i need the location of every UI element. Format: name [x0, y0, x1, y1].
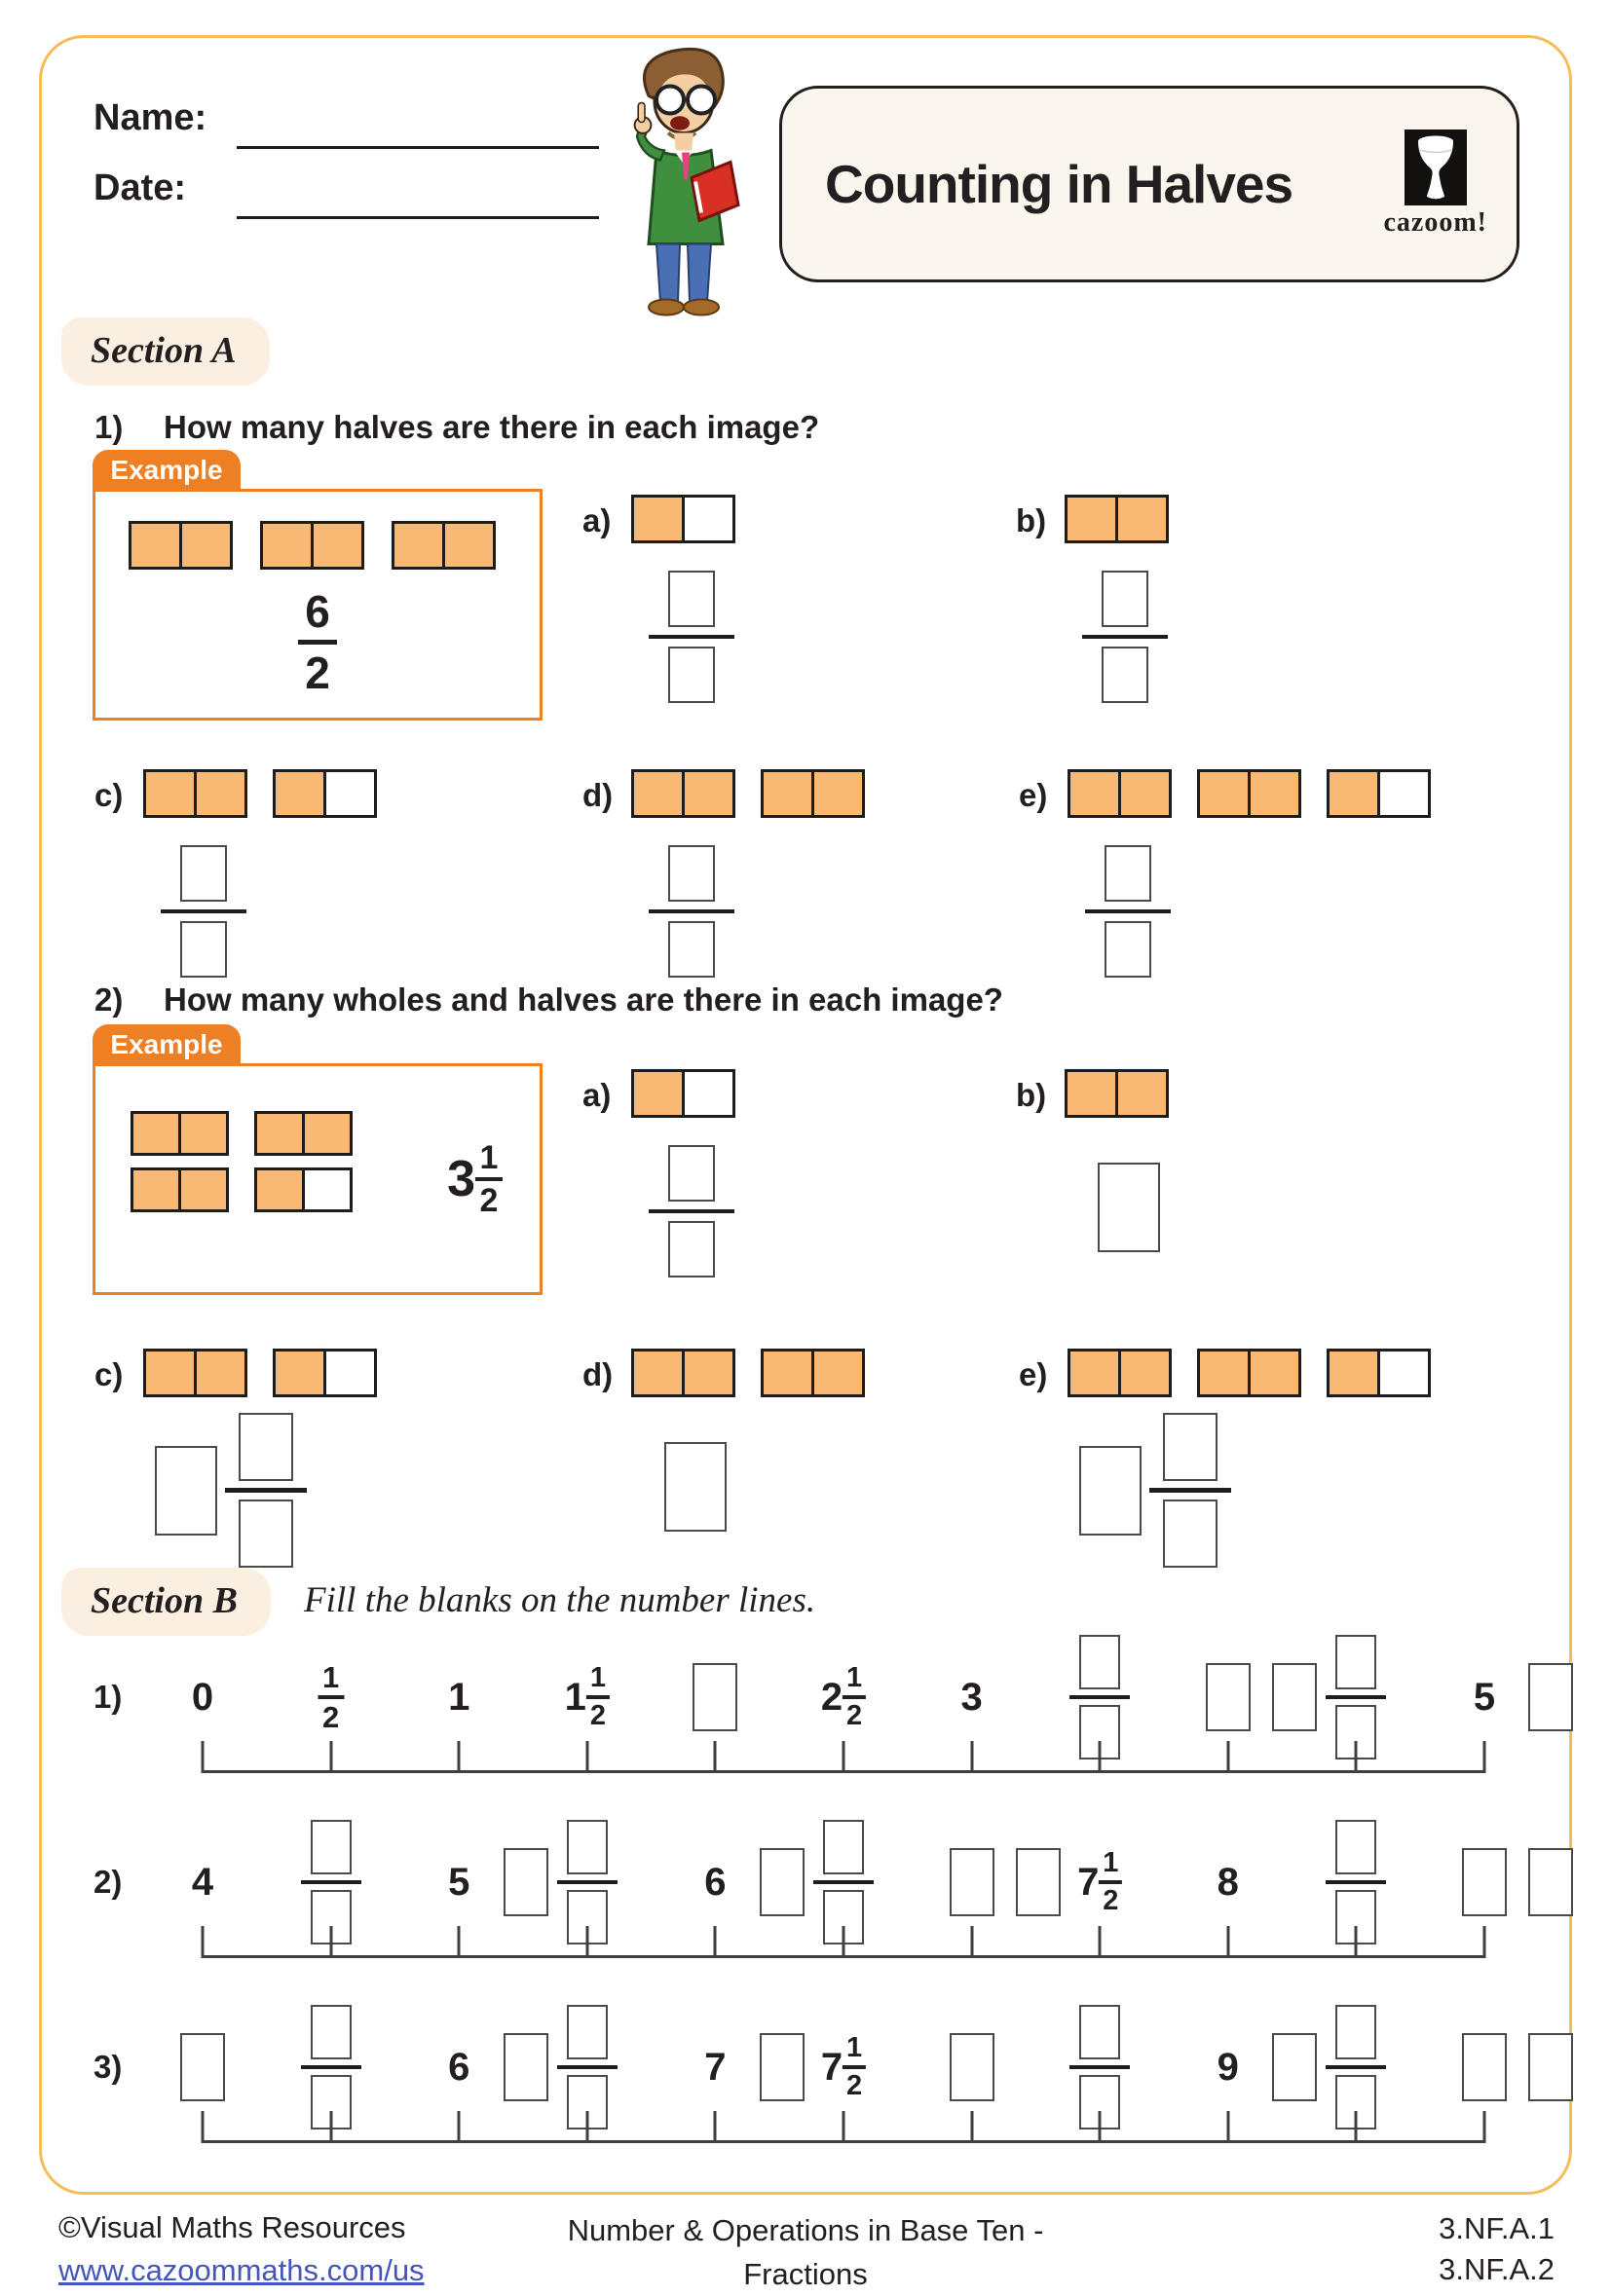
numberline-tick: [329, 2111, 332, 2143]
copyright-text: ©Visual Maths Resources: [58, 2210, 406, 2244]
numberline-mixed-number: [821, 2034, 866, 2100]
numberline-tick: [1483, 2111, 1486, 2143]
q2-example-tab: Example: [93, 1024, 241, 1065]
whole-answer-box[interactable]: [1528, 2033, 1573, 2101]
number-line: [94, 1624, 1496, 1773]
question-item: [94, 769, 377, 978]
bar-half-cell: [302, 1167, 353, 1212]
numberline-tick: [843, 1926, 845, 1958]
question-item: [582, 769, 865, 978]
answer-fraction-blank: [1085, 845, 1171, 978]
fraction-line: [1326, 1880, 1386, 1884]
item-bars: [631, 769, 865, 818]
question-item: [582, 1069, 735, 1278]
bar-half-cell: [260, 521, 314, 570]
numerator-answer-box[interactable]: [180, 845, 227, 902]
bar-half-cell: [273, 769, 326, 818]
fraction-denominator: 2: [589, 1700, 606, 1731]
fraction-line: [557, 2065, 618, 2069]
item-label: c): [94, 777, 124, 813]
answer-fraction-blank: [649, 1145, 734, 1278]
bar-half-cell: [682, 495, 735, 543]
bar-half-cell: [194, 1349, 247, 1397]
whole-answer-box[interactable]: [504, 1848, 548, 1916]
numerator-answer-box[interactable]: [567, 1820, 608, 1874]
fraction-line: [1082, 635, 1168, 639]
numerator-answer-box[interactable]: [239, 1413, 293, 1481]
date-input-line[interactable]: [237, 216, 599, 219]
bar-half-cell: [1248, 769, 1301, 818]
whole-answer-box[interactable]: [1528, 1848, 1573, 1916]
mixed-whole: 7: [820, 2045, 843, 2089]
numberline-value: 5: [1473, 1675, 1496, 1719]
whole-answer-box[interactable]: [504, 2033, 548, 2101]
numberline-value: 1: [448, 1675, 470, 1719]
whole-answer-box[interactable]: [155, 1446, 217, 1536]
question-item: [1019, 1349, 1431, 1568]
fraction-numerator: 1: [1103, 1847, 1119, 1878]
numberline-rule: [203, 1770, 1484, 1773]
website-link[interactable]: www.cazoommaths.com/us: [58, 2253, 425, 2287]
numerator-answer-box[interactable]: [668, 1145, 715, 1202]
numberline-tick: [1355, 1926, 1358, 1958]
item-bars: [1068, 1349, 1431, 1397]
item-bars: [1068, 769, 1431, 818]
numberline-tick: [1099, 1926, 1102, 1958]
bar-half-cell: [129, 521, 182, 570]
fraction-bar: [254, 1111, 353, 1156]
section-a-label: Section A: [61, 317, 270, 386]
whole-answer-box[interactable]: [760, 2033, 805, 2101]
numberline-tick: [714, 1926, 717, 1958]
fraction-line: [649, 909, 734, 913]
numerator-answer-box[interactable]: [1102, 571, 1148, 627]
whole-answer-box[interactable]: [1098, 1163, 1160, 1252]
bar-half-cell: [254, 1167, 305, 1212]
blank-answer-box[interactable]: [693, 1663, 737, 1731]
numerator-answer-box[interactable]: [668, 571, 715, 627]
bar-half-cell: [631, 495, 685, 543]
denominator-answer-box[interactable]: [239, 1500, 293, 1568]
section-b-label: Section B: [61, 1568, 271, 1636]
numberline-tick: [1483, 1741, 1486, 1773]
item-label: d): [582, 1356, 614, 1392]
fraction-line: [1069, 1695, 1130, 1699]
bar-half-cell: [761, 1349, 814, 1397]
numberline-number: 2): [94, 1864, 123, 1900]
numberline-tick: [1099, 1741, 1102, 1773]
fraction-line: [843, 2065, 866, 2069]
bar-half-cell: [273, 1349, 326, 1397]
numberline-tick: [970, 2111, 973, 2143]
denominator-answer-box[interactable]: [668, 921, 715, 978]
blank-answer-box[interactable]: [1462, 2033, 1507, 2101]
page-title: Counting in Halves: [825, 154, 1293, 214]
bar-half-cell: [811, 1349, 865, 1397]
denominator-answer-box[interactable]: [1105, 921, 1151, 978]
mixed-whole: 1: [564, 1675, 586, 1719]
fraction-bar: [1197, 1349, 1301, 1397]
fraction-line: [649, 1209, 734, 1213]
teacher-cartoon: [582, 41, 777, 318]
blank-answer-box[interactable]: [1462, 1848, 1507, 1916]
bar-half-cell: [1248, 1349, 1301, 1397]
section-b-instruction: Fill the blanks on the number lines.: [304, 1580, 816, 1620]
q2-example-box: [93, 1063, 543, 1295]
numberline-tick: [329, 1926, 332, 1958]
blank-answer-box[interactable]: [950, 2033, 994, 2101]
question-item: [582, 495, 735, 703]
numberline-tick: [202, 2111, 205, 2143]
numberline-tick: [585, 1741, 588, 1773]
fraction-line: [475, 1177, 503, 1181]
fraction-bar: [273, 769, 377, 818]
answer-fraction-blank: [649, 571, 734, 703]
blank-answer-box[interactable]: [1206, 1663, 1251, 1731]
whole-answer-box[interactable]: [1079, 1446, 1142, 1536]
numberline-tick: [714, 1741, 717, 1773]
fraction-bar: [143, 1349, 247, 1397]
question-item: [582, 1349, 865, 1532]
answer-fraction-blank: [1082, 571, 1168, 703]
mixed-fraction: [1099, 1849, 1122, 1915]
numberline-value: 3: [960, 1675, 983, 1719]
fraction-line: [1149, 1488, 1231, 1493]
numberline-tick: [714, 2111, 717, 2143]
fraction-bar: [631, 769, 735, 818]
whole-answer-box[interactable]: [1272, 2033, 1317, 2101]
fraction-line: [1326, 1695, 1386, 1699]
numberline-tick: [1226, 1741, 1229, 1773]
number-line: [94, 1994, 1484, 2143]
bar-half-cell: [1068, 1349, 1121, 1397]
fraction-line: [318, 1695, 344, 1699]
bar-half-cell: [1118, 769, 1172, 818]
bar-half-cell: [179, 521, 233, 570]
denominator-answer-box[interactable]: [1163, 1500, 1218, 1568]
item-bars: [1065, 495, 1169, 543]
answer-fraction-blank: [161, 845, 246, 978]
fraction-bar: [1065, 1069, 1169, 1118]
fraction-denominator: 2: [1103, 1885, 1119, 1916]
item-bars: [631, 495, 735, 543]
q1-example-bars: [129, 521, 540, 570]
whole-answer-box[interactable]: [1016, 1848, 1061, 1916]
bar-half-cell: [682, 1349, 735, 1397]
fraction-bar: [131, 1167, 229, 1212]
mixed-whole: 2: [820, 1675, 843, 1719]
numberline-tick: [329, 1741, 332, 1773]
fraction-bar: [761, 1349, 865, 1397]
numberline-tick: [458, 1926, 461, 1958]
fraction-line: [1099, 1880, 1122, 1884]
numberline-mixed-number: [821, 1664, 866, 1730]
bar-half-cell: [1377, 1349, 1431, 1397]
q1-example-answer-fraction: [95, 586, 540, 698]
numberline-value: 7: [704, 2045, 727, 2089]
numberline-tick: [458, 2111, 461, 2143]
fraction-denominator: 2: [846, 2070, 863, 2101]
fraction-numerator: 1: [321, 1660, 340, 1694]
numerator-answer-box[interactable]: [1079, 2005, 1120, 2059]
example-numerator: 6: [305, 586, 330, 637]
fraction-bar: [392, 521, 496, 570]
item-label: a): [582, 502, 612, 538]
question-item: [94, 1349, 377, 1568]
q2-example-answer-mixed-number: [447, 1141, 503, 1217]
item-label: e): [1019, 1356, 1048, 1392]
fraction-line: [843, 1695, 866, 1699]
blank-answer-box[interactable]: [950, 1848, 994, 1916]
whole-answer-box[interactable]: [760, 1848, 805, 1916]
bar-half-cell: [1065, 495, 1118, 543]
mixed-fraction: [843, 1664, 866, 1730]
fraction-line: [1085, 909, 1171, 913]
fraction-bar: [1068, 1349, 1172, 1397]
title-box: [779, 86, 1519, 282]
numerator-answer-box[interactable]: [567, 2005, 608, 2059]
numerator-answer-box[interactable]: [1335, 1820, 1376, 1874]
bar-half-cell: [178, 1111, 229, 1156]
bar-half-cell: [323, 769, 377, 818]
bar-half-cell: [631, 1069, 685, 1118]
bar-half-cell: [254, 1111, 305, 1156]
fraction-numerator: 1: [846, 2032, 863, 2063]
bar-half-cell: [761, 769, 814, 818]
numerator-answer-box[interactable]: [1079, 1635, 1120, 1689]
bar-half-cell: [131, 1167, 181, 1212]
bar-half-cell: [1327, 1349, 1380, 1397]
logo-wordmark: cazoom!: [1383, 207, 1487, 238]
item-label: b): [1016, 502, 1047, 538]
answer-mixed-blank: [1079, 1413, 1231, 1568]
bar-half-cell: [392, 521, 445, 570]
numberline-tick: [970, 1741, 973, 1773]
numerator-answer-box[interactable]: [1335, 1635, 1376, 1689]
fraction-denominator: 2: [321, 1700, 340, 1734]
question-item: [1016, 1069, 1169, 1252]
q1-text: How many halves are there in each image?: [164, 409, 820, 445]
fraction-numerator: 1: [846, 1662, 863, 1693]
bar-half-cell: [302, 1111, 353, 1156]
number-line: [94, 1809, 1484, 1958]
item-label: b): [1016, 1077, 1047, 1113]
fraction-bar: [1327, 769, 1431, 818]
numerator-answer-box[interactable]: [1335, 2005, 1376, 2059]
item-bars: [143, 769, 377, 818]
numberline-tick: [585, 1926, 588, 1958]
bar-half-cell: [682, 1069, 735, 1118]
fraction-bar: [129, 521, 233, 570]
numberline-value: 6: [704, 1860, 727, 1904]
bar-half-cell: [323, 1349, 377, 1397]
bar-half-cell: [1197, 1349, 1251, 1397]
numberline-value: 4: [191, 1860, 214, 1904]
answer-mixed-blank: [155, 1413, 307, 1568]
bar-half-cell: [1327, 769, 1380, 818]
blank-answer-box[interactable]: [180, 2033, 225, 2101]
numberline-number: 1): [94, 1679, 123, 1715]
q2-text: How many wholes and halves are there in each image?: [164, 981, 1003, 1018]
fraction-bar: [131, 1111, 229, 1156]
item-bars: [631, 1069, 735, 1118]
fraction-line: [301, 1880, 361, 1884]
fraction-bar: [631, 1349, 735, 1397]
denominator-answer-box[interactable]: [668, 647, 715, 703]
numerator-answer-box[interactable]: [823, 1820, 864, 1874]
example-fraction: 1 2: [475, 1141, 503, 1217]
fraction-bar: [260, 521, 364, 570]
example-denominator: 2: [305, 648, 330, 698]
item-bars: [631, 1349, 865, 1397]
fraction-line: [298, 640, 337, 645]
numberline-tick: [458, 1741, 461, 1773]
bar-half-cell: [811, 769, 865, 818]
numberline-tick: [843, 1741, 845, 1773]
item-label: d): [582, 777, 614, 813]
numberline-tick: [1099, 2111, 1102, 2143]
item-label: e): [1019, 777, 1048, 813]
bar-half-cell: [442, 521, 496, 570]
fraction-bar: [1068, 769, 1172, 818]
numberline-value: 6: [448, 2045, 470, 2089]
numberline-tick: [202, 1741, 205, 1773]
bar-half-cell: [143, 1349, 197, 1397]
numberline-tick: [1355, 2111, 1358, 2143]
numerator-answer-box[interactable]: [668, 845, 715, 902]
bar-half-cell: [311, 521, 364, 570]
numberline-tick: [1226, 2111, 1229, 2143]
fraction-line: [813, 1880, 874, 1884]
numberline-mixed-number: [565, 1664, 610, 1730]
fraction-line: [586, 1695, 610, 1699]
bar-half-cell: [1115, 495, 1169, 543]
bar-half-cell: [1115, 1069, 1169, 1118]
question-item: [1019, 769, 1431, 978]
numerator-answer-box[interactable]: [311, 1820, 352, 1874]
q1-example-box: [93, 489, 543, 721]
bar-half-cell: [178, 1167, 229, 1212]
fraction-bar: [1327, 1349, 1431, 1397]
numberline-tick: [1226, 1926, 1229, 1958]
fraction-line: [557, 1880, 618, 1884]
bar-half-cell: [1197, 769, 1251, 818]
fraction-bar: [254, 1167, 353, 1212]
answer-fraction-blank: [649, 845, 734, 978]
fraction-bar: [761, 769, 865, 818]
whole-answer-box[interactable]: [664, 1442, 727, 1532]
bar-half-cell: [143, 769, 197, 818]
bar-half-cell: [631, 1349, 685, 1397]
example-whole-number: 3: [447, 1151, 475, 1207]
whole-answer-box[interactable]: [1272, 1663, 1317, 1731]
item-bars: [143, 1349, 377, 1397]
numberline-rule: [203, 1955, 1484, 1958]
bar-half-cell: [1065, 1069, 1118, 1118]
numberline-value: 9: [1217, 2045, 1239, 2089]
numerator-answer-box[interactable]: [1105, 845, 1151, 902]
numerator-answer-box[interactable]: [1163, 1413, 1218, 1481]
numberline-value: 8: [1217, 1860, 1239, 1904]
numerator-answer-box[interactable]: [311, 2005, 352, 2059]
numberline-tick: [202, 1926, 205, 1958]
fraction-bar: [631, 1069, 735, 1118]
fraction-line: [225, 1488, 307, 1493]
denominator-answer-box[interactable]: [668, 1221, 715, 1278]
mixed-fraction: [586, 1664, 610, 1730]
fraction-line: [161, 909, 246, 913]
bar-half-cell: [682, 769, 735, 818]
whole-answer-box[interactable]: [1528, 1663, 1573, 1731]
numberline-tick: [585, 2111, 588, 2143]
numberline-tick: [843, 2111, 845, 2143]
answer-fraction-blank: [225, 1413, 307, 1568]
numberline-fraction: [318, 1662, 344, 1732]
fraction-bar: [1065, 495, 1169, 543]
fraction-bar: [143, 769, 247, 818]
bar-half-cell: [1118, 1349, 1172, 1397]
item-bars: [1065, 1069, 1169, 1118]
bar-half-cell: [194, 769, 247, 818]
bar-half-cell: [131, 1111, 181, 1156]
answer-fraction-blank: [1149, 1413, 1231, 1568]
numberline-value: 0: [191, 1675, 214, 1719]
item-label: a): [582, 1077, 612, 1113]
q1-example-tab: Example: [93, 450, 241, 491]
q1-number: 1): [94, 409, 124, 445]
numberline-tick: [1355, 1741, 1358, 1773]
mixed-whole: 7: [1077, 1860, 1100, 1904]
numberline-number: 3): [94, 2049, 123, 2085]
numberline-rule: [203, 2140, 1484, 2143]
bar-half-cell: [1068, 769, 1121, 818]
fraction-denominator: 2: [846, 1700, 863, 1731]
footer-topic: Number & Operations in Base Ten - Fractions: [567, 2213, 1044, 2291]
numberline-value: 5: [448, 1860, 470, 1904]
fraction-numerator: 1: [589, 1662, 606, 1693]
fraction-line: [1326, 2065, 1386, 2069]
cazoom-logo: [1383, 130, 1487, 239]
question-item: [1016, 495, 1169, 703]
fraction-bar: [273, 1349, 377, 1397]
numberline-tick: [1483, 1926, 1486, 1958]
denominator-answer-box[interactable]: [180, 921, 227, 978]
fraction-line: [1069, 2065, 1130, 2069]
name-input-line[interactable]: [237, 146, 599, 149]
item-label: c): [94, 1356, 124, 1392]
djembe-drum-icon: [1405, 130, 1467, 205]
date-label: Date:: [94, 167, 187, 208]
fraction-line: [301, 2065, 361, 2069]
denominator-answer-box[interactable]: [1102, 647, 1148, 703]
numberline-mixed-number: [1077, 1849, 1122, 1915]
bar-half-cell: [631, 769, 685, 818]
standards-codes: 3.NF.A.1 3.NF.A.2: [1439, 2211, 1555, 2286]
numberline-tick: [970, 1926, 973, 1958]
q2-number: 2): [94, 981, 124, 1018]
name-label: Name:: [94, 97, 207, 138]
fraction-line: [649, 635, 734, 639]
bar-half-cell: [1377, 769, 1431, 818]
mixed-fraction: [843, 2034, 866, 2100]
fraction-bar: [1197, 769, 1301, 818]
fraction-bar: [631, 495, 735, 543]
